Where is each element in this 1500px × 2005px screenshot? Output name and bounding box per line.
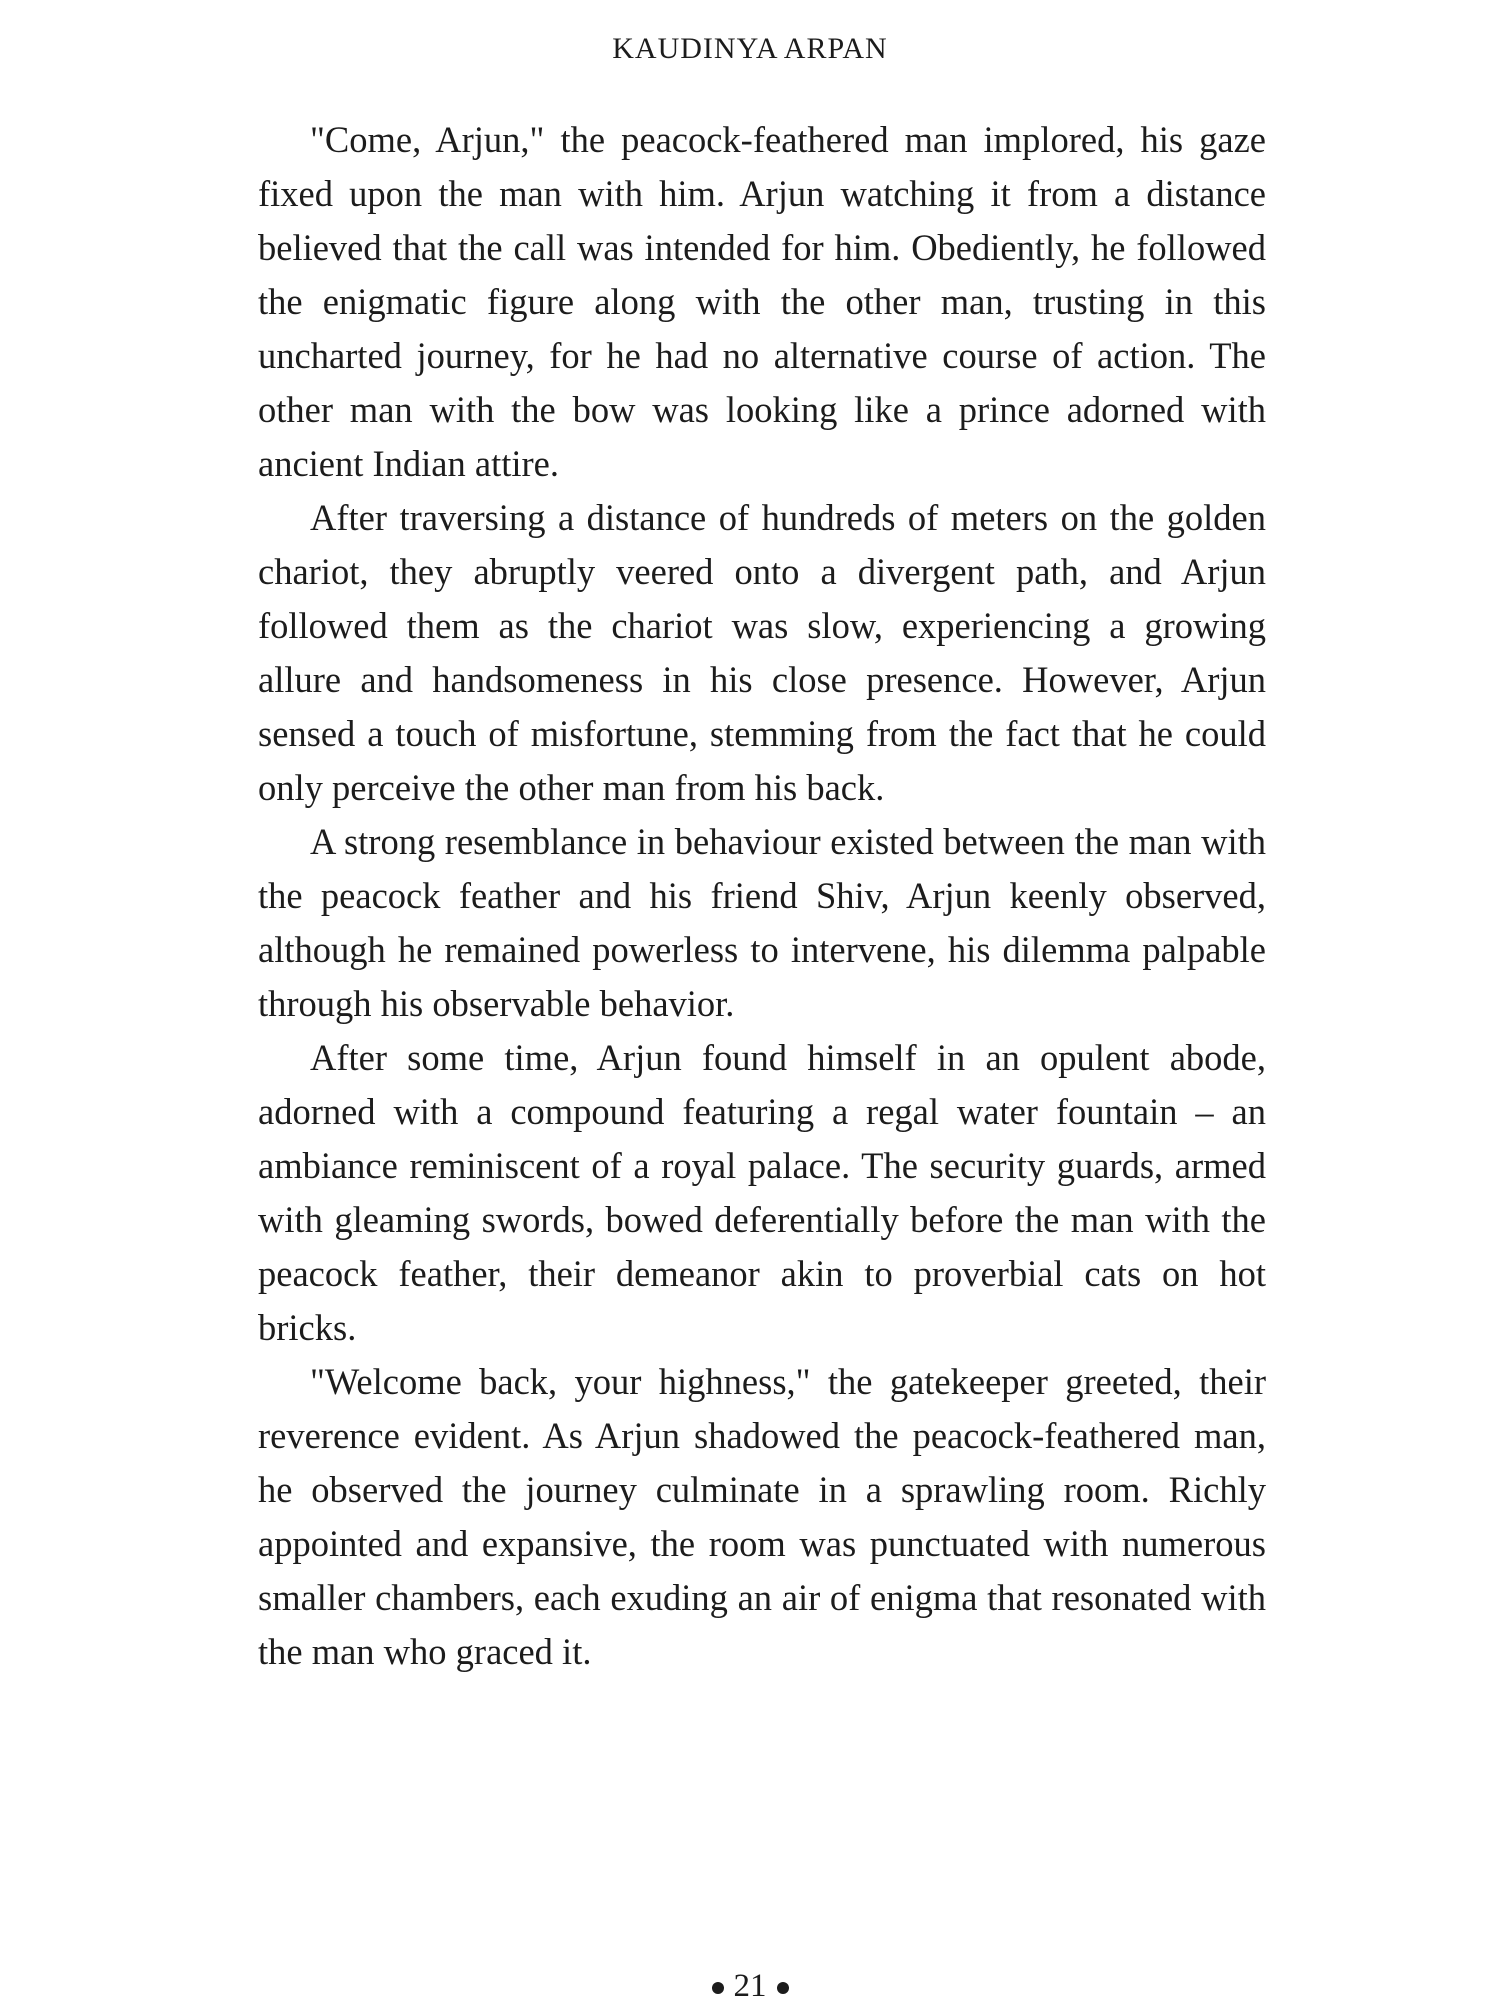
body-text (258, 113, 1266, 1679)
running-head: KAUDINYA ARPAN (612, 32, 888, 65)
bullet-right-icon (777, 1982, 789, 1994)
paragraph-3: A strong resemblance in behaviour existed between the man with the peacock feather and his friend Shiv, Arjun keenly observed, although he remained powerless to intervene, his dilemma palpable through his observable behavior. (258, 821, 1266, 1024)
paragraph-4: After some time, Arjun found himself in an opulent abode, adorned with a compound featuring a regal water fountain – an ambiance reminiscent of a royal palace. The security guards, armed with gleaming swords, bowed deferentially before the man with the peacock feather, their demeanor akin to proverbial cats on hot bricks. (258, 1037, 1266, 1348)
page-number: 21 (733, 1968, 767, 2004)
page-footer (0, 1968, 1500, 2005)
paragraph-2: After traversing a distance of hundreds of meters on the golden chariot, they abruptly veered onto a divergent path, and Arjun followed them as the chariot was slow, experiencing a growing allure and handsomeness in his close presence. However, Arjun sensed a touch of misfortune, stemming from the fact that he could only perceive the other man from his back. (258, 497, 1266, 808)
paragraph-5: "Welcome back, your highness," the gatekeeper greeted, their reverence evident. As Arjun shadowed the peacock-feathered man, he observed the journey culminate in a sprawling room. Richly appointed and expansive, the room was punctuated with numerous smaller chambers, each exuding an air of enigma that resonated with the man who graced it. (258, 1361, 1266, 1672)
paragraph-1: "Come, Arjun," the peacock-feathered man implored, his gaze fixed upon the man with him. Arjun watching it from a distance believed that the call was intended for him. Obediently, he followed the enigmatic figure along with the other man, trusting in this uncharted journey, for he had no alternative course of action. The other man with the bow was looking like a prince adorned with ancient Indian attire. (258, 119, 1266, 484)
bullet-left-icon (712, 1982, 724, 1994)
